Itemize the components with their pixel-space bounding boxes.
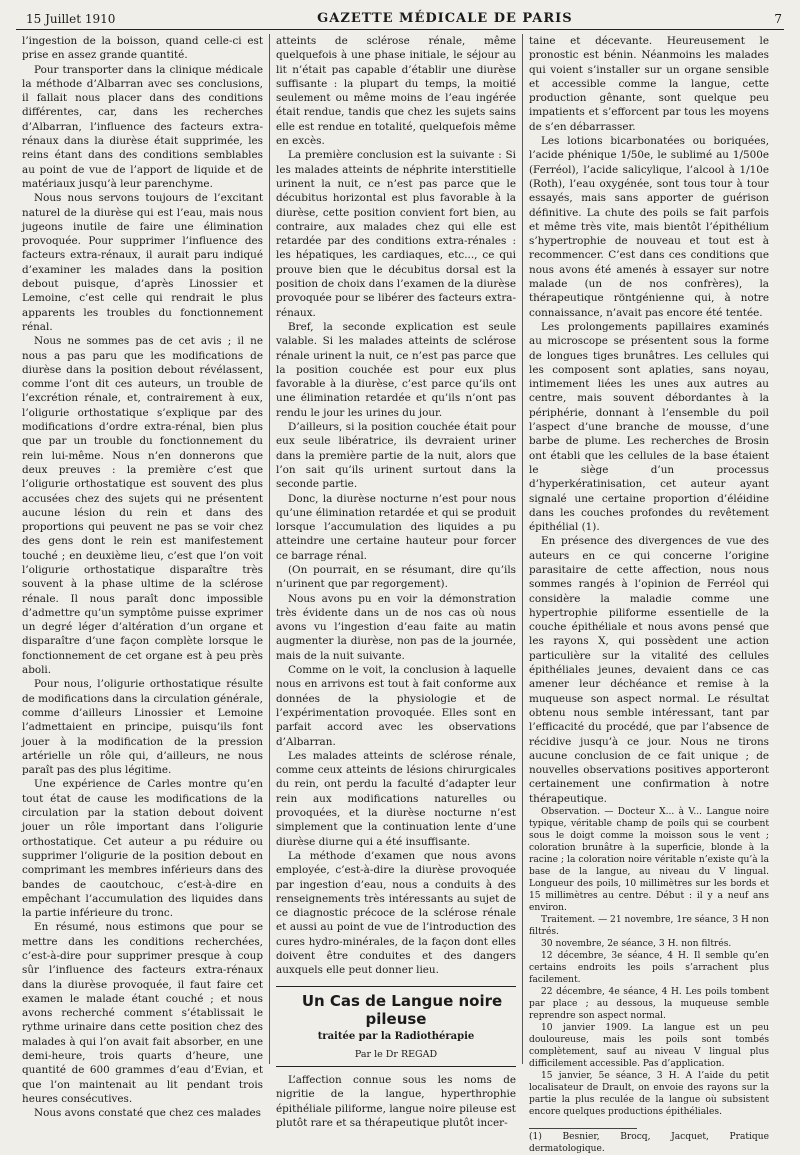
observation-paragraph: Observation. — Docteur X... à V... Langue noire typique, véritable champ de poils qui se courbent sous le doigt comme la moisson sous le vent ; coloration brunâtre à la superficie, blonde à la racine ; la coloration noire véritable n’existe qu’à la base de la langue, au niveau du V lingual. Longueur des poils, 10 millimètres sur les bords et 15 millimètres au centre. Début : il y a neuf ans environ.: [529, 807, 769, 914]
paragraph: Bref, la seconde explication est seule valable. Si les malades atteints de sclérose rénale urinent la nuit, ce n’est pas parce que la position couchée est pour eux plus favorable à la diurèse, c’est parce qu’ils ont une élimination retardée et qu’ils n’ont pas rendu le jour les urines du jour.: [276, 320, 516, 419]
page-header: [16, 12, 784, 30]
article-byline: Par le Dr REGAD: [354, 1048, 438, 1060]
paragraph: Nous avons constaté que chez ces malades: [34, 1107, 261, 1120]
article-title: Un Cas de Langue noire pileuse: [301, 991, 503, 1028]
header-title: GAZETTE MÉDICALE DE PARIS: [317, 11, 573, 26]
paragraph: Pour nous, l’oligurie orthostatique résulte de modifications dans la circulation générale, comme d’ailleurs Linossier et Lemoine l’admettaient en principe, puisqu’ils font jouer à la modification de la pression artérielle un rôle qui, d’ailleurs, ne nous paraît pas des plus légitime.: [22, 678, 263, 777]
paragraph: Nous avons pu en voir la démonstration très évidente dans un de nos cas où nous avons vu l’ingestion d’eau faite au matin augmenter la diurèse, non pas de la journée, mais de la nuit suivante.: [276, 592, 516, 662]
treatment-entry: 15 janvier, 5e séance, 3 H. A l’aide du petit localisateur de Drault, on envoie des rayons sur la partie la plus reculée de la langue où subsistent encore quelques productions épithéliales.: [529, 1071, 769, 1118]
column-2: [269, 34, 522, 1130]
paragraph: La méthode d’examen que nous avons employée, c’est-à-dire la diurèse provoquée par ingestion d’eau, nous a conduits à des renseignements très intéressants au sujet de ce diagnostic précoce de la sclérose rénale et aussi au point de vue de l’introduction des cures hydro-minérales, de la façon dont elles doivent être conduites et des dangers auxquels elle peut donner lieu.: [276, 849, 516, 977]
paragraph: Pour transporter dans la clinique médicale la méthode d’Albarran avec ses conclusions, il fallait nous placer dans des conditions différentes, car, dans les recherches d’Albarran, l’influence des facteurs extra-rénaux dans la diurèse était supprimée, les reins étant dans des conditions semblables au point de vue de l’apport de liquide et de matériaux jusqu’à leur parenchyme.: [22, 63, 263, 190]
paragraph: En résumé, nous estimons que pour se mettre dans les conditions recherchées, c’est-à-dire pour supprimer presque à coup sûr l’influence des facteurs extra-rénaux dans la diurèse provoquée, il faut faire cet examen le malade étant couché ; et nous avons recherché comment s’établissait le rythme urinaire dans cette position chez des malades à qui l’on avait fait absorber, en une demi-heure, trois quarts d’heure, une quantité de 600 grammes d’eau d’Evian, et que l’on maintenait au lit pendant trois heures consécutives.: [22, 921, 263, 1105]
observation-section: [529, 806, 769, 1118]
columns: [16, 34, 784, 1155]
paragraph: En présence des divergences de vue des auteurs en ce qui concerne l’origine parasitaire de cette affection, nous nous sommes rangés à l’opinion de Ferréol qui considère la maladie comme une hypertrophie piliforme essentielle de la couche épithéliale et nous avons pensé que les rayons X, qui possèdent une action particulière sur la vitalité des cellules épithéliales jeunes, devaient dans ce cas amener leur déchéance et remise à la muqueuse son aspect normal. Le résultat obtenu nous semble intéressant, tant par l’efficacité du procédé, que par l’absence de récidive jusqu’à ce jour. Nous ne tirons aucune conclusion de ce fait unique ; de nouvelles observations positives apporteront certainement une confirmation à notre thérapeutique.: [529, 535, 769, 805]
header-page-number: 7: [774, 12, 782, 26]
paragraph: atteints de sclérose rénale, même quelquefois à une phase initiale, le séjour au lit n’était pas capable d’établir une diurèse suffisante : la plupart du temps, la moitié seulement ou même moins de l’eau ingérée était rendue, tandis que chez les sujets sains elle est rendue en totalité, quelquefois même en excès.: [276, 35, 516, 148]
paragraph: Les lotions bicarbonatées ou boriquées, l’acide phénique 1/50e, le sublimé au 1/500e (Ferréol), l’acide salicylique, l’alcool à 1/10e (Roth), l’eau oxygénée, sont tous tour à tour essayés, mais sans apporter de guérison définitive. La chute des poils se fait parfois et même très vite, mais bientôt l’épithélium s’hypertrophie de nouveau et tout est à recommencer. C’est dans ces conditions que nous avons été amenés à essayer sur notre malade (un de nos confrères), la thérapeutique röntgénienne qui, à notre connaissance, n’avait pas encore été tentée.: [529, 135, 769, 319]
paragraph: l’ingestion de la boisson, quand celle-ci est prise en assez grande quantité.: [22, 35, 263, 62]
paragraph: Comme on le voit, la conclusion à laquelle nous en arrivons est tout à fait conforme aux données de la physiologie et de l’expérimentation provoquée. Elles sont en parfait accord avec les observations d’Albarran.: [276, 664, 516, 748]
header-date: 15 Juillet 1910: [26, 12, 116, 26]
footnote: (1) Besnier, Brocq, Jacquet, Pratique dermatologique.: [529, 1132, 769, 1155]
article-subtitle: traitée par la Radiothérapie: [317, 1030, 475, 1042]
paragraph: L’affection connue sous les noms de nigritie de la langue, hyperthrophie épithéliale piliforme, langue noire pileuse est plutôt rare et sa thérapeutique plutôt incer-: [276, 1074, 516, 1130]
paragraph: La première conclusion est la suivante : Si les malades atteints de néphrite interstitielle urinent la nuit, ce n’est pas parce que le décubitus horizontal est plus favorable à la diurèse, cette position convient fort bien, au contraire, aux malades chez qui elle est retardée par des conditions extra-rénales : les hépatiques, les cardiaques, etc..., ce qui prouve bien que le décubitus dorsal est la position de choix dans l’examen de la diurèse provoquée pour se libérer des facteurs extra-rénaux.: [276, 149, 516, 319]
treatment-entry: 12 décembre, 3e séance, 4 H. Il semble qu’en certains endroits les poils s’arrachent plus facilement.: [529, 951, 769, 986]
paragraph: Une expérience de Carles montre qu’en tout état de cause les modifications de la circulation par la station debout doivent jouer un rôle important dans l’oligurie orthostatique. Cet auteur a pu réduire ou supprimer l’oligurie de la position debout en comprimant les membres inférieurs dans des bandes de caoutchouc, c’est-à-dire en empêchant l’accumulation des liquides dans la partie inférieure du tronc.: [22, 778, 263, 920]
treatment-entry: 22 décembre, 4e séance, 4 H. Les poils tombent par place ; au dessous, la muqueuse semble reprendre son aspect normal.: [529, 987, 769, 1022]
paragraph: D’ailleurs, si la position couchée était pour eux seule libératrice, ils devraient uriner dans la première partie de la nuit, alors que l’on sait qu’ils urinent surtout dans la seconde partie.: [276, 421, 516, 491]
paragraph: Donc, la diurèse nocturne n’est pour nous qu’une élimination retardée et qui se produit lorsque l’accumulation des liquides a pu atteindre une certaine hauteur pour forcer ce barrage rénal.: [276, 492, 516, 562]
column-1: [16, 34, 269, 1120]
column-3: [522, 34, 775, 1155]
treatment-entry: 30 novembre, 2e séance, 3 H. non filtrés.: [541, 939, 732, 950]
article-heading: [276, 986, 516, 1068]
treatment-entry: 10 janvier 1909. La langue est un peu douloureuse, mais les poils sont tombés complètement, sauf au niveau V lingual plus difficilement accessible. Pas d’application.: [529, 1023, 769, 1070]
paragraph: taine et décevante. Heureusement le pronostic est bénin. Néanmoins les malades qui voient s’installer sur un organe sensible et accessible comme la langue, cette production gênante, sont quelque peu impatients et s’efforcent par tous les moyens de s’en débarrasser.: [529, 35, 769, 133]
paragraph: (On pourrait, en se résumant, dire qu’ils n’urinent que par regorgement).: [276, 563, 516, 591]
paragraph: Nous ne sommes pas de cet avis ; il ne nous a pas paru que les modifications de diurèse dans la position debout révélassent, comme l’ont dit ces auteurs, un trouble de l’excrétion rénale, et, contrairement à eux, l’oligurie orthostatique s’explique par des modifications d’ordre extra-rénal, bien plus que par un trouble du fonctionnement du rein lui-même. Nous n’en donnerons que deux preuves : la première c’est que l’oligurie orthostatique est souvent des plus accusées chez des sujets qui ne présentent aucune lésion du rein et dans des proportions qui peuvent ne pas se voir chez des gens dont le rein est manifestement touché ; en deuxième lieu, c’est que l’on voit l’oligurie orthostatique disparaître très souvent à la phase ultime de la sclérose rénale. Il nous paraît donc impossible d’admettre qu’un symptôme puisse exprimer un degré léger d’altération d’un organe et disparaître d’une façon complète lorsque le fonctionnement de cet organe est à peu près aboli.: [22, 335, 263, 677]
paragraph: Les malades atteints de sclérose rénale, comme ceux atteints de lésions chirurgicales du rein, ont perdu la faculté d’adapter leur rein aux modifications naturelles ou provoquées, et la diurèse nocturne n’est simplement que la continuation lente d’une diurèse diurne qui a été insuffisante.: [276, 749, 516, 848]
treatment-entry: Traitement. — 21 novembre, 1re séance, 3 H non filtrés.: [529, 915, 770, 938]
paragraph: Les prolongements papillaires examinés au microscope se présentent sous la forme de longues tiges brunâtres. Les cellules qui les composent sont aplaties, sans noyau, intimement liées les unes aux autres au centre, mais souvent débordantes à la périphérie, donnant à l’ensemble du poil l’aspect d’une branche de mousse, d’une barbe de plume. Les recherches de Brosin ont établi que les cellules de la base étaient le siège d’un processus d’hyperkératinisation, cet auteur ayant signalé une certaine proportion d’éléidine dans les couches profondes du revêtement épithélial (1).: [529, 320, 769, 534]
paragraph: Nous nous servons toujours de l’excitant naturel de la diurèse qui est l’eau, mais nous jugeons inutile de faire une élimination provoquée. Pour supprimer l’influence des facteurs extra-rénaux, il aurait paru indiqué d’examiner les malades dans la position debout puisque, d’après Linossier et Lemoine, c’est celle qui rendrait le plus apparents les troubles du fonctionnement rénal.: [22, 192, 263, 333]
